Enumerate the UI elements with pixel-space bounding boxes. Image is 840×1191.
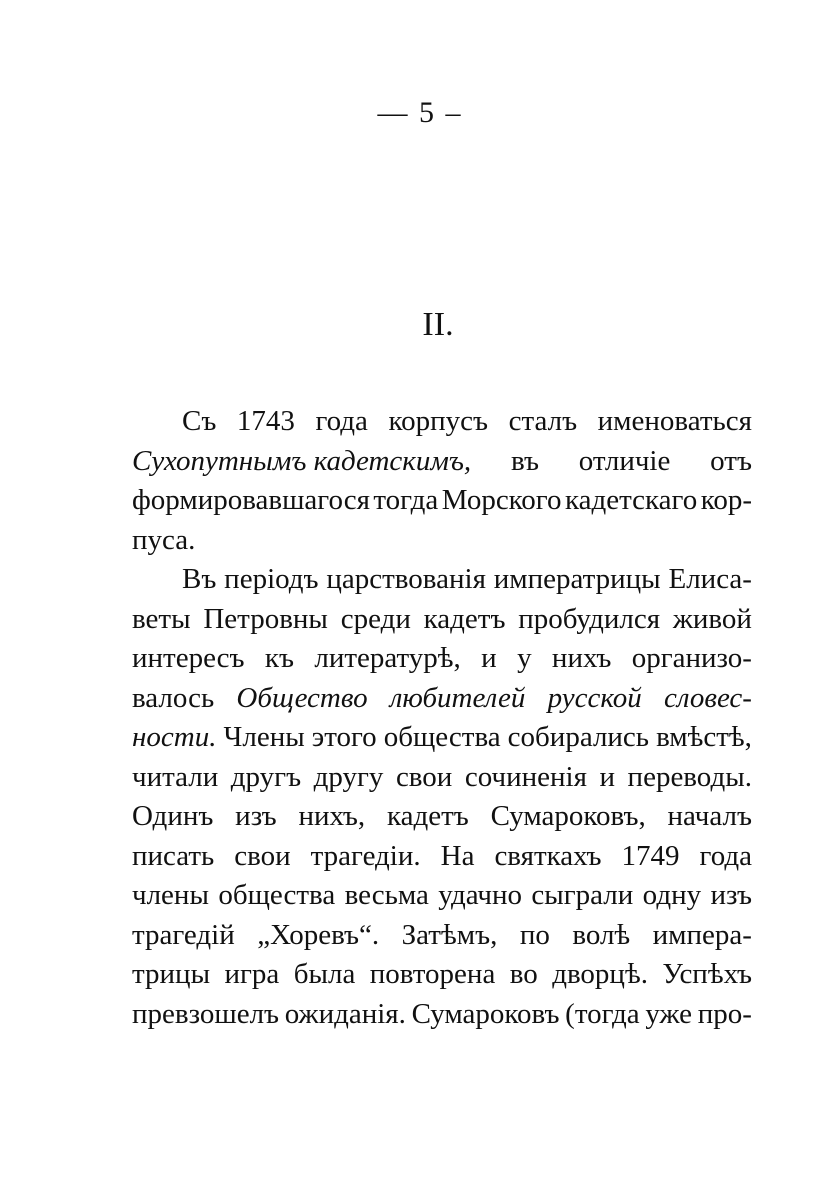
word: литературѣ, [314,642,461,674]
word: превзошелъ [132,997,280,1030]
text-line [132,560,752,600]
text-line [132,916,752,956]
word: сочиненія [464,760,587,793]
word: собирались [507,721,650,753]
word: (тогда [565,997,640,1030]
word: организо- [631,642,752,674]
word: Въ [182,563,217,595]
text-line [132,481,752,521]
text-line [132,639,752,679]
word: дворцѣ. [552,958,648,990]
word: импера- [652,918,752,951]
word: игра [224,958,280,990]
word: живой [672,602,752,635]
word: кадетъ [386,800,469,832]
word: императрицы [493,563,661,595]
word: свои [395,760,453,793]
word: этого [311,721,377,753]
word: у [517,642,532,674]
text-line [132,837,752,877]
text-line [132,718,752,758]
word: члены [132,879,209,911]
word: На [440,839,475,872]
text-line [132,600,752,640]
word: нихъ, [298,800,366,832]
word: была [293,958,356,990]
word: общества [218,879,336,911]
word: Члены [223,721,305,753]
word: весьма [344,879,429,911]
word: по [519,918,550,951]
word: одну [642,879,702,911]
italic-word: Сухопутнымъ кадетскимъ, [132,444,472,477]
word: періодъ [224,563,319,595]
word: другъ [230,760,302,793]
word: 1749 [621,839,680,872]
word: кадетскаго [564,484,698,516]
body-text [132,402,752,1034]
word: корпусъ [388,405,489,437]
text-line [132,442,752,482]
text-line [132,876,752,916]
word: про- [697,997,752,1030]
word: пробудился [518,602,661,635]
word: пуса. [132,523,196,556]
word: Одинъ [132,800,214,832]
word: тогда [373,484,439,516]
word: Сумароковъ [411,997,560,1030]
word: именоваться [597,405,752,437]
word: года [315,405,368,437]
italic-word: русской [547,681,642,714]
italic-word: Общество [236,681,368,714]
text-line [132,521,752,561]
word: сталъ [508,405,578,437]
word: веты [132,602,191,635]
word: читали [132,760,219,793]
word: интересъ [132,642,245,674]
word: отъ [710,444,752,477]
word: нихъ [551,642,612,674]
text-line [132,797,752,837]
word: Съ [182,405,217,437]
word: года [699,839,752,872]
text-line [132,679,752,719]
word: писать [132,839,215,872]
word: уже [645,997,693,1030]
word: общества [383,721,501,753]
word: началъ [667,800,752,832]
word: кор- [700,484,752,516]
word: во [509,958,538,990]
word: къ [264,642,294,674]
word: вмѣстѣ, [656,721,752,753]
word: въ [511,444,539,477]
text-line [132,995,752,1035]
word: трагедій [132,918,235,951]
word: Успѣхъ [662,958,752,990]
word: царствованія [326,563,486,595]
word: другу [313,760,384,793]
word: сыграли [531,879,634,911]
word: трагедіи. [310,839,421,872]
word: святкахъ [494,839,602,872]
word: Сумароковъ, [490,800,646,832]
word: отличіе [578,444,671,477]
word: 1743 [236,405,295,437]
word: Петровны [203,602,328,635]
word: кадетъ [423,602,506,635]
chapter-heading: II. [422,306,454,343]
word: валось [132,681,215,714]
italic-word: ности. [132,721,217,753]
word: среди [340,602,411,635]
word: и [599,760,615,793]
page-number: — 5 – [377,96,463,129]
word: формировавшагося [132,484,370,516]
word: переводы. [627,760,752,793]
word: волѣ [572,918,631,951]
word: удачно [438,879,523,911]
word: свои [234,839,291,872]
word: трицы [132,958,211,990]
word: „Хоревъ“. [257,918,380,951]
word: и [481,642,497,674]
italic-word: любителей [389,681,526,714]
word: Морского [441,484,562,516]
text-line [132,955,752,995]
text-line [132,402,752,442]
word: повторена [369,958,496,990]
word: Затѣмъ, [401,918,498,951]
word: изъ [235,800,277,832]
word: ожиданія. [284,997,406,1030]
italic-word: словес- [663,681,752,714]
text-line [132,758,752,798]
word: изъ [710,879,752,911]
word: Елиса- [668,563,752,595]
